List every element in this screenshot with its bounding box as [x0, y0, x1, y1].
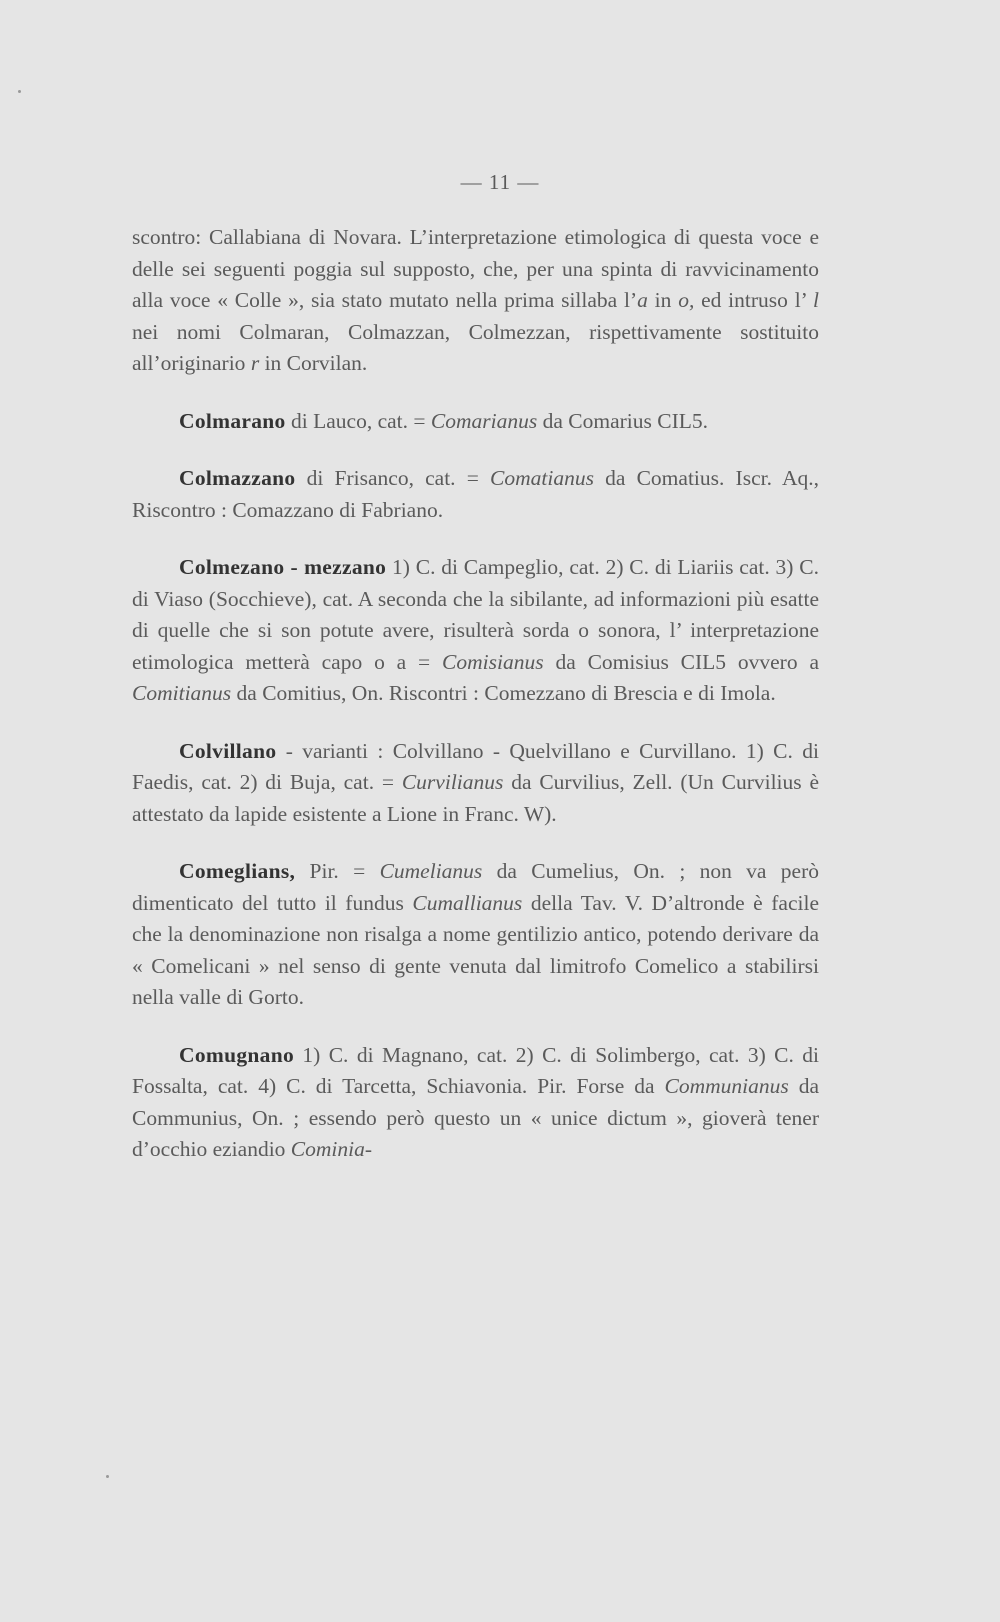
entry-headword: Colmezano - mezzano	[179, 555, 387, 579]
entry-colmarano: Colmarano di Lauco, cat. = Comarianus da Comarius CIL5.	[179, 408, 709, 433]
entry-headword: Comeglians,	[179, 859, 296, 883]
entry-headword: Comugnano	[179, 1042, 295, 1067]
speck	[18, 90, 21, 93]
entry-comugnano: Comugnano 1) C. di Magnano, cat. 2) C. di Solimbergo, cat. 3) C. di Fossalta, cat. 4) C. di Tarcetta, Schiavonia. Pir. Forse da Communianus da Communius, On. ; essendo però questo un « unice dictum », gioverà tener d’occhio eziandio Cominia-	[132, 1042, 819, 1161]
entry-headword: Colmarano	[179, 408, 286, 433]
page-body	[132, 222, 819, 1166]
entry-headword: Colmazzano	[179, 466, 296, 490]
speck	[106, 1475, 109, 1478]
intro-paragraph: scontro: Callabiana di Novara. L’interpretazione etimologica di questa voce e delle sei seguenti poggia sul supposto, che, per una spinta di ravvicinamento alla voce « Colle », sia stato mutato nella prima sillaba l’a in o, ed intruso l’ l nei nomi Colmaran, Colmazzan, Colmezzan, rispettivamente sostituito all’originario r in Corvilan.	[132, 225, 819, 375]
entry-colmezano: Colmezano - mezzano 1) C. di Campeglio, cat. 2) C. di Liariis cat. 3) C. di Viaso (Socchieve), cat. A seconda che la sibilante, ad informazioni più esatte di quelle che si son potute avere, risulterà sorda o sonora, l’ interpretazione etimologica metterà capo o a = Comisianus da Comisius CIL5 ovvero a Comitianus da Comitius, On. Riscontri : Comezzano di Brescia e di Imola.	[132, 555, 819, 705]
entry-colmazzano: Colmazzano di Frisanco, cat. = Comatianus da Comatius. Iscr. Aq., Riscontro : Comazzano di Fabriano.	[132, 466, 819, 522]
entry-comeglians: Comeglians, Pir. = Cumelianus da Cumelius, On. ; non va però dimenticato del tutto il fundus Cumallianus della Tav. V. D’altronde è facile che la denominazione non risalga a nome gentilizio antico, potendo derivare da « Comelicani » nel senso di gente venuta dal limitrofo Comelico a stabilirsi nella valle di Gorto.	[132, 859, 819, 1009]
entry-headword: Colvillano	[179, 738, 277, 763]
page-number: — 11 —	[460, 170, 540, 194]
entry-colvillano: Colvillano - varianti : Colvillano - Quelvillano e Curvillano. 1) C. di Faedis, cat. 2) di Buja, cat. = Curvilianus da Curvilius, Zell. (Un Curvilius è attestato da lapide esistente a Lione in Franc. W).	[132, 738, 820, 826]
